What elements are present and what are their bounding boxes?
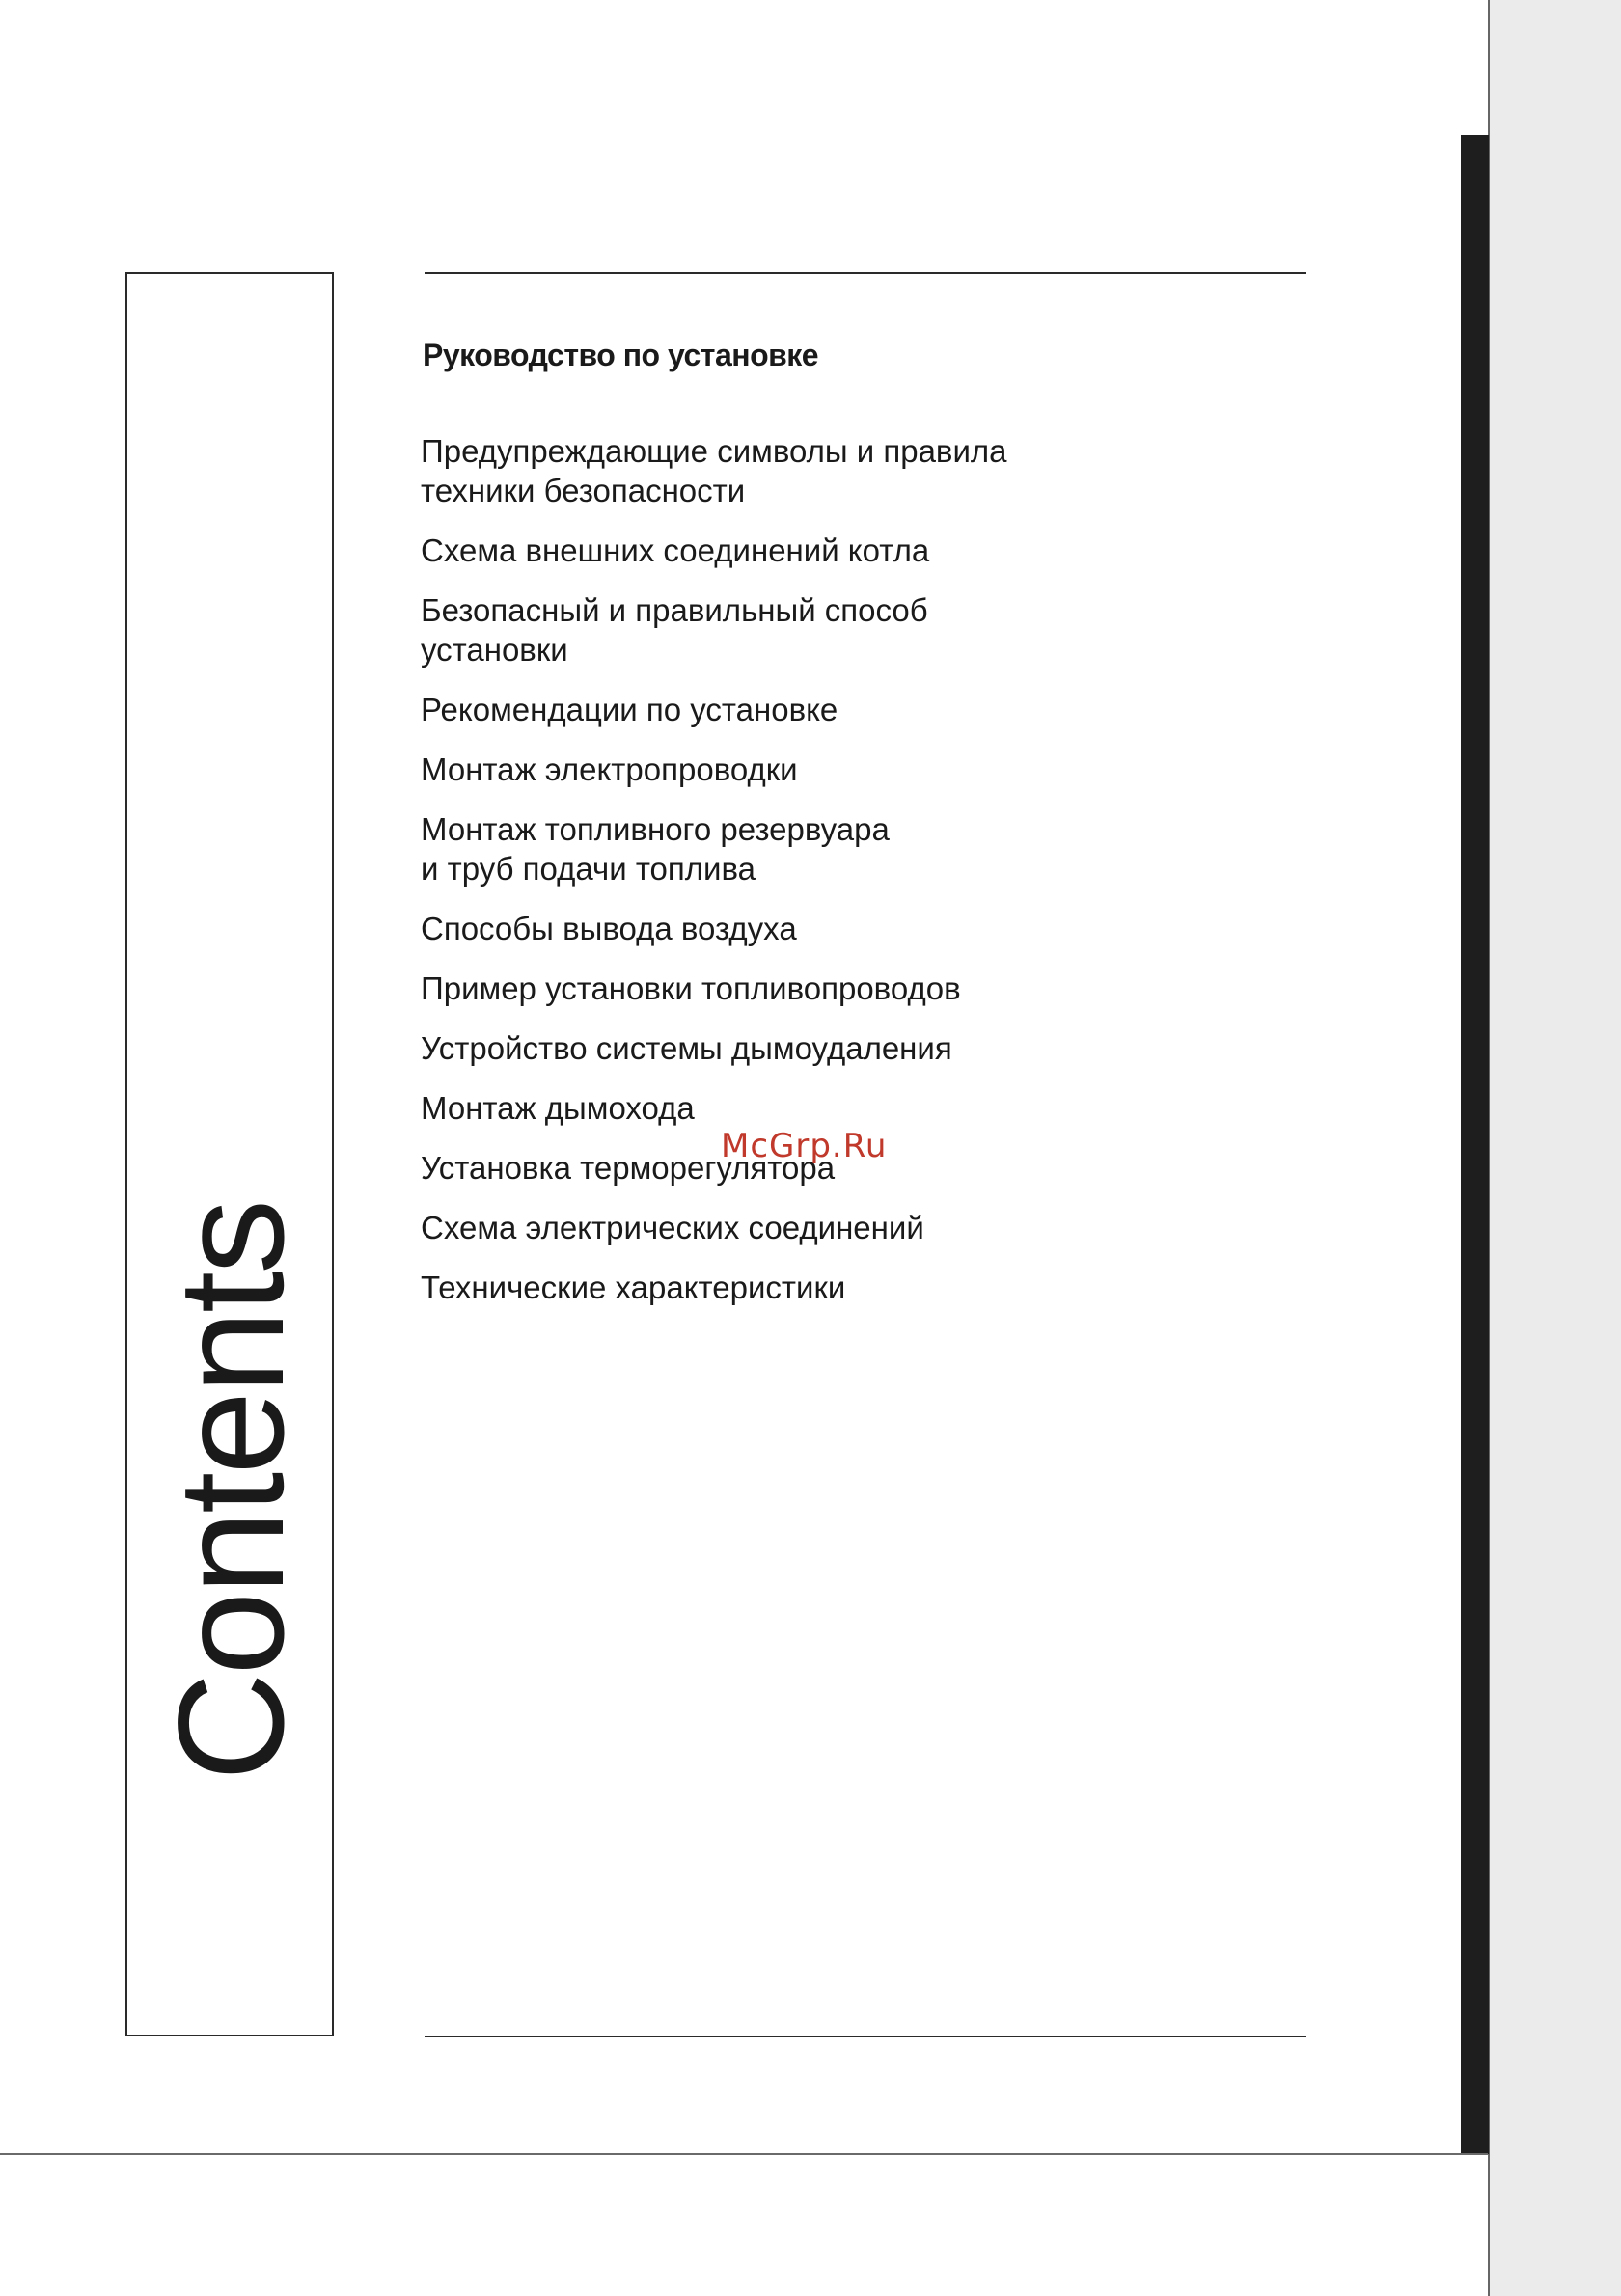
watermark-text: McGrp.Ru [721, 1127, 888, 1165]
contents-label-box [125, 272, 334, 2036]
toc-item-safety-symbols[interactable]: Предупреждающие символы и правила техники безопасности [421, 433, 1007, 508]
toc-item-external-connections[interactable]: Схема внешних соединений котла [421, 533, 930, 568]
section-heading: Руководство по установке [423, 338, 819, 372]
toc-item-specifications[interactable]: Технические характеристики [421, 1270, 846, 1305]
contents-vertical-title: Contents [148, 1201, 316, 1782]
toc-item-fuel-tank[interactable]: Монтаж топливного резервуара и труб подачи топлива [421, 811, 890, 887]
toc-item-electrical-diagram[interactable]: Схема электрических соединений [421, 1210, 924, 1245]
toc-item-chimney[interactable]: Монтаж дымохода [421, 1090, 695, 1126]
toc-item-fuel-lines-example[interactable]: Пример установки топливопроводов [421, 970, 961, 1006]
bottom-rule [425, 2036, 1306, 2037]
bottom-trim-line [0, 2153, 1488, 2155]
table-of-contents [421, 338, 1289, 1327]
toc-list [421, 431, 1289, 1307]
toc-item-installation-recommendations[interactable]: Рекомендации по установке [421, 692, 838, 727]
toc-item-air-venting[interactable]: Способы вывода воздуха [421, 911, 797, 946]
toc-item-flue-system[interactable]: Устройство системы дымоудаления [421, 1030, 952, 1066]
page-edge-strip [1488, 0, 1621, 2296]
toc-item-safe-installation[interactable]: Безопасный и правильный способ установки [421, 592, 928, 668]
thumb-tab [1461, 135, 1489, 2154]
top-rule [425, 272, 1306, 274]
toc-item-wiring[interactable]: Монтаж электропроводки [421, 752, 798, 787]
toc-item-thermostat[interactable]: Установка терморегулятора [421, 1150, 836, 1186]
